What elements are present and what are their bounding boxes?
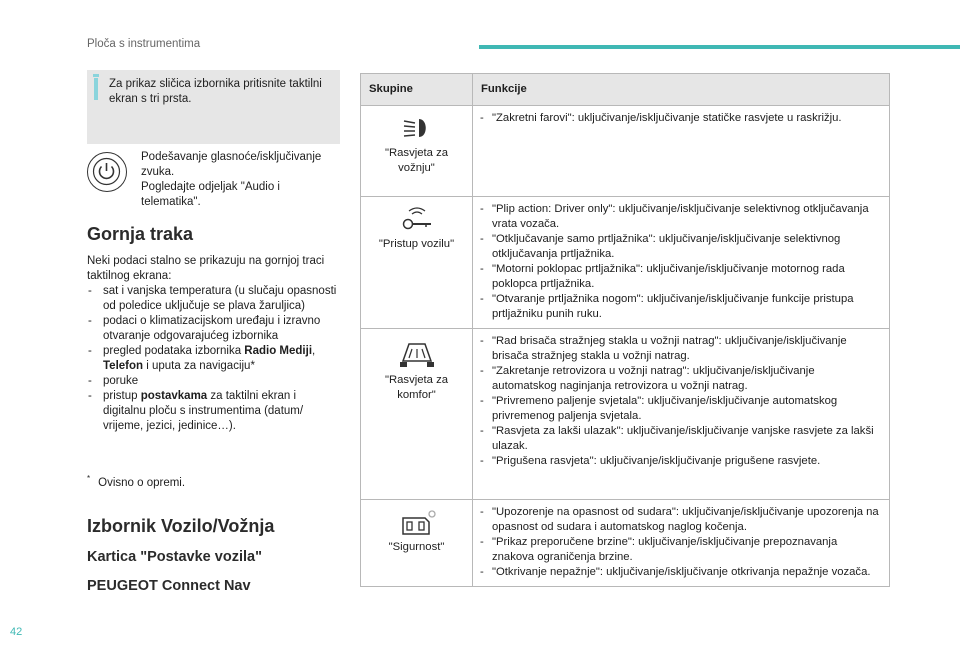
list-item: - "Motorni poklopac prtljažnika": uključivanje/isključivanje motornog rada poklopca prtljažnika.: [480, 262, 882, 292]
list-item-text: pregled podataka izbornika: [103, 345, 245, 357]
section-title-izbornik: Izbornik Vozilo/Vožnja: [87, 516, 275, 536]
list-item: - podaci o klimatizacijskom uređaju i izravno otvaranje odgovarajućeg izbornika: [87, 314, 342, 344]
group-cell: [361, 197, 473, 329]
group-cell: [361, 106, 473, 197]
list-item: - "Zakretanje retrovizora u vožnji natrag": uključivanje/isključivanje automatskog naginjanja retrovizora u vožnji natrag.: [480, 364, 882, 394]
functions-cell: [473, 197, 890, 329]
page-number: 42: [10, 626, 23, 638]
functions-cell: [473, 106, 890, 197]
column-header-funkcije: Funkcije: [473, 74, 890, 106]
column-header-skupine: Skupine: [361, 74, 473, 106]
subsection-title-kartica: Kartica "Postavke vozila": [87, 549, 262, 565]
group-label: "Rasvjeta za komfor": [384, 374, 449, 401]
functions-list: [480, 202, 882, 322]
telefon-label: Telefon: [103, 360, 144, 372]
table-row: [361, 500, 890, 587]
info-note: [87, 70, 340, 144]
postavkama-label: postavkama: [140, 390, 208, 402]
list-item: [87, 344, 342, 374]
gornja-traka-text: [87, 254, 342, 434]
functions-list: [480, 334, 882, 469]
list-item: - "Prigušena rasvjeta": uključivanje/isključivanje prigušene rasvjete.: [480, 454, 882, 469]
courtesy-light-icon: [395, 341, 439, 369]
table-row: [361, 106, 890, 197]
group-cell: [361, 500, 473, 587]
power-icon: [87, 152, 127, 192]
list-item: - poruke: [87, 374, 342, 389]
header-accent-bar: [479, 45, 960, 49]
table-row: [361, 197, 890, 329]
gornja-traka-list: [87, 284, 342, 434]
functions-list: [480, 111, 882, 126]
section-title-gornja-traka: Gornja traka: [87, 224, 194, 244]
page-header-title: Ploča s instrumentima: [87, 38, 201, 50]
group-label: "Rasvjeta za vožnju": [384, 147, 449, 174]
functions-cell: [473, 500, 890, 587]
footnote: [87, 474, 185, 489]
list-item: - sat i vanjska temperatura (u slučaju opasnosti od poledice uključuje se plava žaruljica): [87, 284, 342, 314]
key-icon: [395, 205, 439, 233]
list-item-text: pristup: [103, 390, 141, 402]
list-item-text: i uputa za navigaciju*: [143, 360, 255, 372]
gornja-traka-intro: Neki podaci stalno se prikazuju na gornjoj traci taktilnog ekrana:: [87, 255, 325, 282]
headlamp-icon: [395, 114, 439, 142]
footnote-mark: *: [87, 474, 91, 483]
group-label: "Sigurnost": [388, 541, 445, 553]
list-item-text: ,: [312, 345, 316, 357]
power-description: [141, 150, 341, 210]
group-label: "Pristup vozilu": [378, 238, 455, 250]
list-item: - "Otključavanje samo prtljažnika": uključivanje/isključivanje selektivnog otključavanja prtljažnika.: [480, 232, 882, 262]
list-item: - "Rasvjeta za lakši ulazak": uključivanje/isključivanje vanjske rasvjete za lakši ulazak.: [480, 424, 882, 454]
safety-car-icon: [395, 508, 439, 536]
table-header-row: [361, 74, 890, 106]
list-item: - "Otvaranje prtljažnika nogom": uključivanje/isključivanje funkcije pristupa prtljažniku punih ruku.: [480, 292, 882, 322]
list-item: - "Upozorenje na opasnost od sudara": uključivanje/isključivanje upozorenja na opasnost od sudara i automatskog naglog kočenja.: [480, 505, 882, 535]
list-item: - "Privremeno paljenje svjetala": uključivanje/isključivanje automatskog privremenog paljenja svjetala.: [480, 394, 882, 424]
list-item: - "Rad brisača stražnjeg stakla u vožnji natrag": uključivanje/isključivanje brisača stražnjeg stakla u vožnji natrag.: [480, 334, 882, 364]
info-icon: [94, 78, 98, 100]
subsection-title-peugeot: PEUGEOT Connect Nav: [87, 578, 251, 594]
list-item: [87, 389, 342, 434]
functions-table: [360, 73, 890, 587]
group-cell: [361, 329, 473, 500]
list-item: - "Zakretni farovi": uključivanje/isključivanje statičke rasvjete u raskrižju.: [480, 111, 882, 126]
power-line-2: Pogledajte odjeljak "Audio i telematika".: [141, 181, 280, 208]
list-item: - "Otkrivanje nepažnje": uključivanje/isključivanje otkrivanja nepažnje vozača.: [480, 565, 882, 580]
list-item: - "Plip action: Driver only": uključivanje/isključivanje selektivnog otključavanja vrata vozača.: [480, 202, 882, 232]
info-note-text: Za prikaz sličica izbornika pritisnite taktilni ekran s tri prsta.: [109, 78, 322, 105]
power-line-1: Podešavanje glasnoće/isključivanje zvuka.: [141, 151, 322, 178]
footnote-text: Ovisno o opremi.: [98, 476, 186, 489]
list-item: - "Prikaz preporučene brzine": uključivanje/isključivanje prepoznavanja znakova ograničenja brzine.: [480, 535, 882, 565]
table-row: [361, 329, 890, 500]
list-item-text: za taktilni ekran i digitalnu ploču s instrumentima (datum/ vrijeme, jezici, jedinice…).: [103, 390, 304, 432]
functions-list: [480, 505, 882, 580]
radio-mediji-label: Radio Mediji: [244, 345, 313, 357]
functions-cell: [473, 329, 890, 500]
